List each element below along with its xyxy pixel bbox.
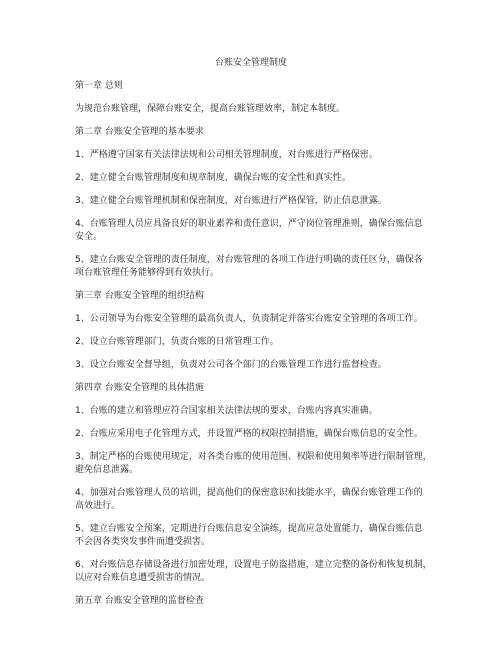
chapter-4-item-4-line-1: 4、加强对台账管理人员的培训，提高他们的保密意识和技能水平，确保台账管理工作的	[75, 488, 423, 498]
chapter-2-item-2: 2、建立健全台账管理制度和规章制度，确保台账的安全性和真实性。	[75, 173, 351, 183]
chapter-3-item-2: 2、设立台账管理部门，负责台账的日常管理工作。	[75, 337, 279, 347]
chapter-4-item-2: 2、台账应采用电子化管理方式，并设置严格的权限控制措施，确保台账信息的安全性。	[75, 429, 423, 439]
chapter-2-item-4-line-2: 安全。	[75, 232, 103, 242]
chapter-3-item-1: 1、公司领导为台账安全管理的最高负责人，负责制定并落实台账安全管理的各项工作。	[75, 314, 423, 324]
chapter-3-heading: 第三章 台账安全管理的组织结构	[75, 291, 204, 301]
chapter-4-item-4-line-2: 高效进行。	[75, 501, 121, 511]
chapter-2-item-1: 1、严格遵守国家有关法律法规和公司相关管理制度，对台账进行严格保密。	[75, 150, 378, 160]
document-title: 台账安全管理制度	[214, 58, 287, 68]
chapter-2-heading: 第二章 台账安全管理的基本要求	[75, 127, 204, 137]
chapter-4-item-6-line-1: 6、对台账信息存储设备进行加密处理，设置电子防盗措施，建立完整的备份和恢复机制，	[75, 560, 432, 570]
chapter-5-heading: 第五章 台账安全管理的监督检查	[75, 596, 204, 606]
chapter-2-item-4-line-1: 4、台账管理人员应具备良好的职业素养和责任意识，严守岗位管理准则，确保台账信息	[75, 219, 423, 229]
chapter-1-body: 为规范台账管理，保障台账安全，提高台账管理效率，制定本制度。	[75, 104, 346, 114]
chapter-4-item-3-line-2: 避免信息泄露。	[75, 465, 139, 475]
chapter-3-item-3: 3、设立台账安全督导组，负责对公司各个部门的台账管理工作进行监督检查。	[75, 360, 387, 370]
chapter-4-item-3-line-1: 3、制定严格的台账使用规定，对各类台账的使用范围、权限和使用频率等进行限制管理，	[75, 452, 432, 462]
chapter-2-item-5-line-2: 项台账管理任务能够得到有效执行。	[75, 268, 220, 278]
chapter-4-item-1: 1、台账的建立和管理应符合国家相关法律法规的要求，台账内容真实准确。	[75, 406, 378, 416]
chapter-4-item-5-line-1: 5、建立台账安全预案，定期进行台账信息安全演练，提高应急处置能力，确保台账信息	[75, 524, 423, 534]
chapter-4-item-6-line-2: 以应对台账信息遭受损害的情况。	[75, 573, 211, 583]
chapter-1-heading: 第一章 总则	[75, 81, 123, 91]
chapter-4-item-5-line-2: 不会因各类突发事件而遭受损害。	[75, 537, 211, 547]
chapter-2-item-3: 3、建立健全台账管理机制和保密制度，对台账进行严格保管，防止信息泄露。	[75, 196, 387, 206]
chapter-2-item-5-line-1: 5、建立台账安全管理的责任制度，对台账管理的各项工作进行明确的责任区分，确保各	[75, 255, 423, 265]
chapter-4-heading: 第四章 台账安全管理的具体措施	[75, 383, 204, 393]
